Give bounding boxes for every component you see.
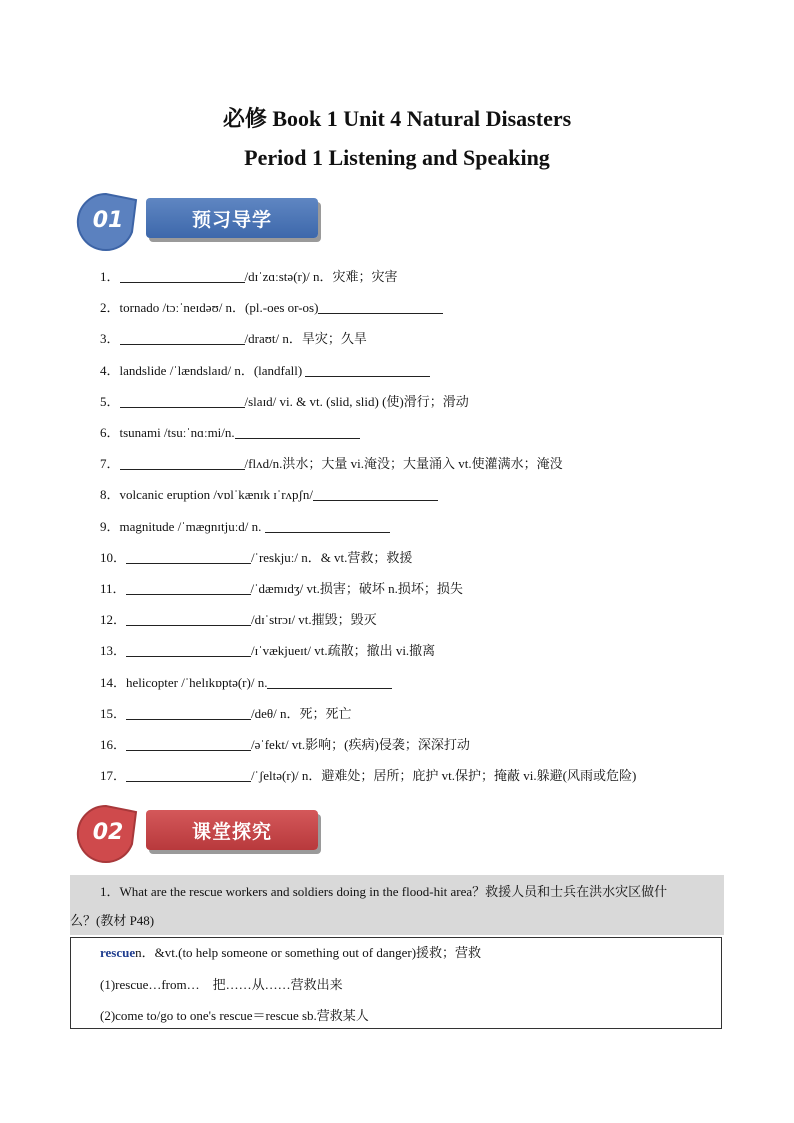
vocab-item (100, 329, 367, 349)
vocab-item (100, 641, 435, 661)
vocab-term: volcanic eruption /vɒlˈkænɪk ɪˈrʌpʃn/ (119, 487, 313, 502)
answer-blank[interactable] (313, 486, 438, 501)
vocab-number: 6． (100, 425, 120, 440)
vocab-item (100, 610, 377, 630)
vocab-item (100, 766, 636, 786)
vocab-number: 15． (100, 706, 127, 721)
vocab-item (100, 579, 463, 599)
vocab-item (100, 267, 398, 287)
vocab-term: magnitude /ˈmæɡnɪtjuːd/ n. (119, 519, 265, 534)
answer-blank[interactable] (265, 518, 390, 533)
answer-blank[interactable] (235, 424, 360, 439)
vocab-number: 2． (100, 300, 120, 315)
vocab-item (100, 423, 360, 443)
note-item-2: (2)come to/go to one's rescue＝rescue sb.营救某人 (100, 1008, 369, 1023)
vocab-number: 3． (100, 331, 120, 346)
vocab-definition: /slaɪd/ vi. & vt. (slid, slid) (使)滑行；滑动 (244, 394, 469, 409)
vocab-definition: /ɪˈvækjueɪt/ vt.疏散；撤出 vi.撤离 (251, 643, 436, 658)
vocab-number: 1． (100, 269, 120, 284)
vocab-number: 16． (100, 737, 127, 752)
vocab-definition: /ˈreskjuː/ n．& vt.营救；救援 (251, 550, 413, 565)
vocab-number: 13． (100, 643, 127, 658)
vocab-item (100, 392, 469, 412)
answer-blank[interactable] (267, 674, 392, 689)
vocab-definition: /flʌd/n.洪水；大量 vi.淹没；大量涌入 vt.使灌满水；淹没 (244, 456, 563, 471)
answer-blank[interactable] (120, 455, 245, 470)
answer-blank[interactable] (120, 393, 245, 408)
question-line-2: 么？(教材 P48) (70, 913, 155, 928)
vocab-number: 10． (100, 550, 127, 565)
vocab-definition: /draʊt/ n．旱灾；久旱 (244, 331, 367, 346)
vocab-definition: /dɪˈstrɔɪ/ vt.摧毁；毁灭 (251, 612, 377, 627)
note-definition-text: n．&vt.(to help someone or something out of danger)援救；营救 (135, 945, 482, 960)
answer-blank[interactable] (120, 268, 245, 283)
note-keyword: rescue (100, 945, 136, 960)
answer-blank[interactable] (126, 611, 251, 626)
vocab-item (100, 454, 563, 474)
page-subtitle: Period 1 Listening and Speaking (244, 145, 550, 170)
section-number: 02 (92, 820, 124, 845)
answer-blank[interactable] (126, 736, 251, 751)
answer-blank[interactable] (126, 767, 251, 782)
vocab-item (100, 517, 390, 537)
vocab-term: landslide /ˈlændslaɪd/ n．(landfall) (119, 363, 306, 378)
answer-blank[interactable] (305, 362, 430, 377)
vocab-number: 4． (100, 363, 120, 378)
vocab-item (100, 485, 438, 505)
vocab-term: tsunami /tsuːˈnɑːmi/n. (119, 425, 235, 440)
vocab-number: 9． (100, 519, 120, 534)
vocab-item (100, 361, 430, 381)
answer-blank[interactable] (318, 299, 443, 314)
vocab-number: 7． (100, 456, 120, 471)
vocab-item (100, 704, 352, 724)
vocab-definition: /deθ/ n．死；死亡 (251, 706, 352, 721)
vocab-item (100, 735, 470, 755)
note-definition (100, 943, 481, 963)
vocab-number: 5． (100, 394, 120, 409)
answer-blank[interactable] (126, 549, 251, 564)
note-item-1: (1)rescue…from… 把……从……营救出来 (100, 977, 343, 992)
vocab-item (100, 673, 392, 693)
vocab-number: 11． (100, 581, 126, 596)
vocab-number: 17． (100, 768, 127, 783)
section-header-class (70, 800, 330, 870)
vocab-number: 8． (100, 487, 120, 502)
section-title-banner: 预习导学 (146, 198, 318, 238)
answer-blank[interactable] (126, 642, 251, 657)
vocab-definition: /ˈʃeltə(r)/ n．避难处；居所；庇护 vt.保护；掩蔽 vi.躲避(风雨或危险) (251, 768, 637, 783)
vocab-item (100, 548, 412, 568)
vocab-number: 14． (100, 675, 127, 690)
question-text (70, 877, 720, 935)
answer-blank[interactable] (120, 330, 245, 345)
vocab-definition: /dɪˈzɑːstə(r)/ n．灾难；灾害 (244, 269, 398, 284)
vocab-definition: /ˈdæmɪdʒ/ vt.损害；破坏 n.损坏；损失 (250, 581, 463, 596)
question-line-1: 1．What are the rescue workers and soldiers doing in the flood-hit area？救援人员和士兵在洪水灾区做什 (100, 884, 668, 899)
vocab-number: 12． (100, 612, 127, 627)
vocab-term: helicopter /ˈhelɪkɒptə(r)/ n. (126, 675, 268, 690)
vocab-item (100, 298, 443, 318)
answer-blank[interactable] (126, 580, 251, 595)
section-header-preview (70, 188, 330, 258)
page-title: 必修 Book 1 Unit 4 Natural Disasters (222, 106, 572, 131)
section-number: 01 (92, 208, 124, 233)
answer-blank[interactable] (126, 705, 251, 720)
vocab-term: tornado /tɔːˈneɪdəʊ/ n．(pl.-oes or-os) (119, 300, 319, 315)
vocab-definition: /əˈfekt/ vt.影响；(疾病)侵袭；深深打动 (251, 737, 470, 752)
section-title-banner: 课堂探究 (146, 810, 318, 850)
